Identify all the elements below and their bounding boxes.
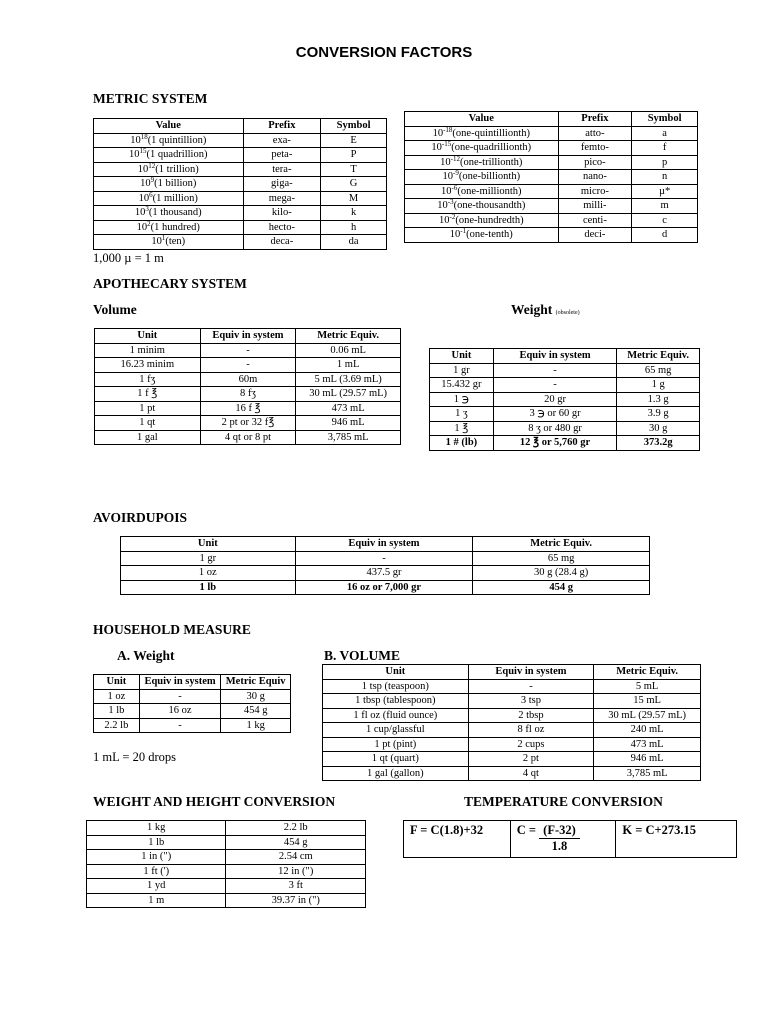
value-cell [94, 148, 244, 163]
table-cell: 1 gal [95, 430, 201, 445]
column-header: Unit [94, 675, 140, 690]
value-base: 10 [442, 171, 453, 182]
table-cell: 20 gr [493, 392, 616, 407]
table-row [95, 401, 401, 416]
apothecary-weight-table [429, 348, 700, 451]
household-heading: HOUSEHOLD MEASURE [93, 622, 251, 637]
table-cell: 4 qt [468, 766, 594, 781]
column-header: Unit [430, 349, 494, 364]
column-header: Symbol [632, 112, 698, 127]
value-exponent: -15 [441, 140, 452, 148]
table-header-row [95, 329, 401, 344]
value-base: 10 [431, 142, 442, 153]
table-header-row [405, 112, 698, 127]
column-header: Equiv in system [295, 537, 473, 552]
apothecary-weight-heading [511, 302, 580, 318]
table-cell: 4 qt or 8 pt [200, 430, 296, 445]
table-cell: 1 oz [94, 689, 140, 704]
table-cell: 240 mL [594, 723, 701, 738]
table-row [94, 133, 387, 148]
table-cell: 5 mL [594, 679, 701, 694]
value-base: 10 [130, 134, 141, 146]
symbol-cell: da [321, 235, 387, 250]
value-text: (one-millionth) [457, 185, 522, 197]
table-cell: 946 mL [296, 416, 401, 431]
table-row [94, 704, 291, 719]
table-cell: 1 ft (') [87, 864, 226, 879]
value-base: 10 [437, 200, 448, 211]
value-exponent: -6 [451, 183, 458, 192]
weight-height-heading: WEIGHT AND HEIGHT CONVERSION [93, 794, 336, 809]
prefix-cell: deci- [558, 228, 632, 243]
celsius-formula [510, 821, 616, 858]
symbol-cell: n [632, 170, 698, 185]
column-header: Symbol [321, 119, 387, 134]
symbol-cell: c [632, 213, 698, 228]
table-cell: 454 g [226, 835, 366, 850]
value-exponent: 6 [149, 190, 153, 199]
metric-small-table [404, 111, 698, 243]
table-cell: 2.54 cm [226, 850, 366, 865]
value-exponent: 2 [147, 219, 151, 228]
table-cell: 8 fʒ [200, 387, 296, 402]
table-row [87, 893, 366, 908]
table-row [94, 162, 387, 177]
table-row [405, 228, 698, 243]
table-cell: 8 ʒ or 480 gr [493, 421, 616, 436]
column-header: Prefix [243, 119, 321, 134]
value-text: (one-billionth) [458, 171, 521, 182]
fahrenheit-formula: F = C(1.8)+32 [404, 821, 511, 858]
value-base: 10 [129, 149, 140, 160]
table-row [87, 821, 366, 836]
table-row [405, 170, 698, 185]
table-row [405, 155, 698, 170]
table-cell: 3.9 g [617, 407, 700, 422]
table-cell: 1 ℥ [430, 421, 494, 436]
table-row [430, 378, 700, 393]
table-cell: 454 g [221, 704, 291, 719]
table-cell: 473 mL [296, 401, 401, 416]
value-exponent: 3 [145, 205, 149, 213]
table-cell: 2 pt or 32 f℥ [200, 416, 296, 431]
apothecary-weight-note: (obsolete) [555, 310, 580, 316]
value-text: (1 quintillion) [147, 134, 207, 146]
table-cell: 16 f ℥ [200, 401, 296, 416]
household-volume-table [322, 664, 701, 781]
table-cell: 1 gr [430, 363, 494, 378]
column-header: Equiv in system [493, 349, 616, 364]
symbol-cell: a [632, 126, 698, 141]
table-row [121, 580, 650, 595]
table-cell: - [200, 358, 296, 373]
prefix-cell: giga- [243, 177, 321, 192]
prefix-cell: tera- [243, 162, 321, 177]
table-row [323, 737, 701, 752]
value-exponent: 12 [148, 161, 156, 170]
value-text: (one-trillionth) [460, 156, 523, 168]
value-exponent: -1 [460, 227, 467, 235]
column-header: Metric Equiv. [617, 349, 700, 364]
table-cell: 1 ℈ [430, 392, 494, 407]
table-row [95, 387, 401, 402]
prefix-cell: pico- [558, 155, 632, 170]
table-row [95, 358, 401, 373]
symbol-cell: h [321, 220, 387, 235]
symbol-cell: T [321, 162, 387, 177]
table-cell: 12 ℥ or 5,760 gr [493, 436, 616, 451]
prefix-cell: deca- [243, 235, 321, 250]
table-cell: 1 pt (pint) [323, 737, 469, 752]
column-header: Metric Equiv. [594, 665, 701, 680]
column-header: Metric Equiv. [296, 329, 401, 344]
apothecary-volume-heading: Volume [93, 302, 137, 317]
table-cell: 2 pt [468, 752, 594, 767]
table-cell: 1 fl oz (fluid ounce) [323, 708, 469, 723]
table-row [405, 184, 698, 199]
table-cell: 65 mg [617, 363, 700, 378]
weight-height-table [86, 820, 366, 908]
table-row [405, 141, 698, 156]
value-exponent: -9 [452, 169, 459, 177]
value-cell [405, 184, 559, 199]
table-cell: 2 tbsp [468, 708, 594, 723]
table-cell: 1 in (") [87, 850, 226, 865]
table-cell: 3,785 mL [594, 766, 701, 781]
table-cell: 2.2 lb [226, 821, 366, 836]
table-row [430, 407, 700, 422]
symbol-cell: p [632, 155, 698, 170]
value-text: (1 million) [152, 192, 198, 204]
value-cell [405, 155, 559, 170]
value-exponent: -3 [447, 198, 454, 206]
table-cell: 1 g [617, 378, 700, 393]
prefix-cell: femto- [558, 141, 632, 156]
metric-heading: METRIC SYSTEM [93, 91, 208, 106]
table-row [87, 835, 366, 850]
table-row [323, 694, 701, 709]
value-cell [405, 228, 559, 243]
prefix-cell: hecto- [243, 220, 321, 235]
symbol-cell: k [321, 206, 387, 221]
table-cell: 946 mL [594, 752, 701, 767]
table-header-row [121, 537, 650, 552]
table-cell: - [493, 378, 616, 393]
value-exponent: 18 [140, 132, 148, 141]
table-cell: 2.2 lb [94, 718, 140, 733]
table-cell: 39.37 in (") [226, 893, 366, 908]
temperature-heading: TEMPERATURE CONVERSION [464, 794, 663, 809]
table-cell: 60m [200, 372, 296, 387]
column-header: Metric Equiv. [473, 537, 650, 552]
table-cell: - [139, 718, 221, 733]
value-exponent: 9 [150, 176, 155, 184]
value-cell [405, 199, 559, 214]
table-row [87, 879, 366, 894]
table-header-row [430, 349, 700, 364]
table-cell: 1 tsp (teaspoon) [323, 679, 469, 694]
table-row [94, 177, 387, 192]
value-exponent: 15 [139, 147, 147, 155]
value-cell [94, 162, 244, 177]
value-base: 10 [151, 236, 162, 247]
table-row [323, 766, 701, 781]
value-base: 10 [439, 214, 450, 226]
table-row [95, 343, 401, 358]
table-row [430, 421, 700, 436]
table-cell: 1 kg [221, 718, 291, 733]
column-header: Value [94, 119, 244, 134]
value-text: (one-hundredth) [455, 214, 524, 226]
prefix-cell: peta- [243, 148, 321, 163]
table-cell: 1 lb [94, 704, 140, 719]
apothecary-volume-table [94, 328, 401, 445]
column-header: Equiv in system [468, 665, 594, 680]
table-row [405, 199, 698, 214]
value-base: 10 [138, 192, 150, 204]
table-row [323, 679, 701, 694]
column-header: Unit [323, 665, 469, 680]
column-header: Metric Equiv [221, 675, 291, 690]
table-cell: 16 oz [139, 704, 221, 719]
celsius-prefix: C = [516, 823, 540, 837]
table-cell: 437.5 gr [295, 566, 473, 581]
table-cell: 1 ʒ [430, 407, 494, 422]
column-header: Unit [121, 537, 296, 552]
table-cell: - [493, 363, 616, 378]
table-row [323, 723, 701, 738]
value-cell [94, 133, 244, 148]
table-row [430, 392, 700, 407]
table-row [94, 148, 387, 163]
apothecary-weight-label: Weight [511, 302, 553, 317]
table-cell: 12 in (") [226, 864, 366, 879]
table-row [94, 689, 291, 704]
table-row [94, 235, 387, 250]
symbol-cell: m [632, 199, 698, 214]
prefix-cell: milli- [558, 199, 632, 214]
table-cell: 30 mL (29.57 mL) [296, 387, 401, 402]
table-row [323, 708, 701, 723]
table-cell: 1 kg [87, 821, 226, 836]
table-cell: 1 minim [95, 343, 201, 358]
table-cell: 15 mL [594, 694, 701, 709]
value-text: (1 trillion) [155, 163, 199, 175]
column-header: Unit [95, 329, 201, 344]
table-cell: - [139, 689, 221, 704]
table-row [95, 416, 401, 431]
value-cell [405, 141, 559, 156]
celsius-numerator: (F-32) [539, 823, 580, 839]
value-base: 10 [432, 127, 444, 139]
table-cell: 1 m [87, 893, 226, 908]
temperature-table [403, 820, 737, 858]
table-row [94, 206, 387, 221]
metric-large-table [93, 118, 387, 250]
value-base: 10 [440, 156, 451, 168]
table-cell: 1 cup/glassful [323, 723, 469, 738]
value-base: 10 [441, 185, 452, 197]
table-cell: 1 tbsp (tablespoon) [323, 694, 469, 709]
table-cell: 16 oz or 7,000 gr [295, 580, 473, 595]
value-text: (1 billion) [154, 178, 197, 189]
table-row [95, 372, 401, 387]
value-base: 10 [136, 221, 148, 233]
table-cell: 30 g [617, 421, 700, 436]
prefix-cell: centi- [558, 213, 632, 228]
table-cell: 1 gr [121, 551, 296, 566]
value-text: (one-quadrillionth) [451, 142, 532, 153]
table-cell: 1 # (lb) [430, 436, 494, 451]
table-cell: 1 yd [87, 879, 226, 894]
value-exponent: -2 [449, 212, 456, 221]
table-cell: 8 fl oz [468, 723, 594, 738]
symbol-cell: E [321, 133, 387, 148]
table-cell: 3 tsp [468, 694, 594, 709]
table-cell: 454 g [473, 580, 650, 595]
table-cell: 0.06 mL [296, 343, 401, 358]
symbol-cell: P [321, 148, 387, 163]
value-base: 10 [134, 207, 146, 218]
household-volume-heading: B. VOLUME [324, 648, 400, 663]
table-row [405, 213, 698, 228]
table-row [430, 436, 700, 451]
metric-note: 1,000 µ = 1 m [93, 251, 164, 265]
table-cell: 3,785 mL [296, 430, 401, 445]
table-cell: 373.2g [617, 436, 700, 451]
household-note: 1 mL = 20 drops [93, 750, 176, 764]
value-cell [405, 213, 559, 228]
prefix-cell: micro- [558, 184, 632, 199]
prefix-cell: kilo- [243, 206, 321, 221]
table-cell: 1 lb [121, 580, 296, 595]
page-title: CONVERSION FACTORS [295, 44, 473, 61]
value-cell [405, 170, 559, 185]
table-row [87, 850, 366, 865]
value-exponent: -18 [443, 125, 453, 134]
value-base: 10 [140, 178, 151, 189]
column-header: Equiv in system [139, 675, 221, 690]
value-text: (one-thousandth) [453, 200, 526, 211]
table-cell: 1 gal (gallon) [323, 766, 469, 781]
value-cell [94, 220, 244, 235]
table-header-row [94, 675, 291, 690]
table-row [121, 566, 650, 581]
table-cell: - [295, 551, 473, 566]
table-cell: 3 ℈ or 60 gr [493, 407, 616, 422]
table-row [95, 430, 401, 445]
value-exponent: -12 [450, 154, 460, 163]
table-cell: 1 fʒ [95, 372, 201, 387]
table-row [94, 220, 387, 235]
value-text: (1 hundred) [150, 221, 200, 233]
celsius-denominator: 1.8 [551, 839, 568, 853]
avoirdupois-heading: AVOIRDUPOIS [93, 510, 187, 525]
table-header-row [94, 119, 387, 134]
value-base: 10 [449, 229, 461, 240]
table-cell: 1 pt [95, 401, 201, 416]
table-cell: 65 mg [473, 551, 650, 566]
table-cell: - [468, 679, 594, 694]
household-weight-table [93, 674, 291, 733]
table-cell: 30 g (28.4 g) [473, 566, 650, 581]
table-cell: 30 g [221, 689, 291, 704]
prefix-cell: mega- [243, 191, 321, 206]
value-text: (one-tenth) [466, 229, 513, 240]
table-cell: 5 mL (3.69 mL) [296, 372, 401, 387]
column-header: Prefix [558, 112, 632, 127]
table-cell: 1 lb [87, 835, 226, 850]
household-weight-heading: A. Weight [117, 648, 175, 663]
table-row [405, 126, 698, 141]
value-cell [94, 206, 244, 221]
prefix-cell: atto- [558, 126, 632, 141]
table-cell: 1 qt [95, 416, 201, 431]
table-cell: 15.432 gr [430, 378, 494, 393]
value-cell [94, 177, 244, 192]
column-header: Value [405, 112, 559, 127]
avoirdupois-table [120, 536, 650, 595]
table-cell: 30 mL (29.57 mL) [594, 708, 701, 723]
table-cell: 1 oz [121, 566, 296, 581]
prefix-cell: exa- [243, 133, 321, 148]
value-cell [405, 126, 559, 141]
table-row [121, 551, 650, 566]
table-header-row [323, 665, 701, 680]
apothecary-heading: APOTHECARY SYSTEM [93, 276, 247, 291]
table-cell: 3 ft [226, 879, 366, 894]
celsius-fraction [539, 823, 580, 854]
table-cell: 1 mL [296, 358, 401, 373]
table-cell: 1 f ℥ [95, 387, 201, 402]
table-cell: 1.3 g [617, 392, 700, 407]
table-row [94, 718, 291, 733]
table-row [323, 752, 701, 767]
value-text: (ten) [165, 236, 186, 247]
symbol-cell: µ* [632, 184, 698, 199]
value-exponent: 1 [161, 234, 166, 242]
symbol-cell: f [632, 141, 698, 156]
table-row [430, 363, 700, 378]
column-header: Equiv in system [200, 329, 296, 344]
value-base: 10 [137, 163, 149, 175]
value-text: (1 quadrillion) [146, 149, 208, 160]
table-row [94, 191, 387, 206]
value-text: (1 thousand) [148, 207, 202, 218]
table-cell: 1 qt (quart) [323, 752, 469, 767]
symbol-cell: M [321, 191, 387, 206]
table-row [87, 864, 366, 879]
table-cell: 16.23 minim [95, 358, 201, 373]
value-cell [94, 235, 244, 250]
prefix-cell: nano- [558, 170, 632, 185]
kelvin-formula: K = C+273.15 [616, 821, 737, 858]
table-cell: - [200, 343, 296, 358]
value-cell [94, 191, 244, 206]
symbol-cell: G [321, 177, 387, 192]
table-cell: 2 cups [468, 737, 594, 752]
table-cell: 473 mL [594, 737, 701, 752]
value-text: (one-quintillionth) [452, 127, 530, 139]
symbol-cell: d [632, 228, 698, 243]
